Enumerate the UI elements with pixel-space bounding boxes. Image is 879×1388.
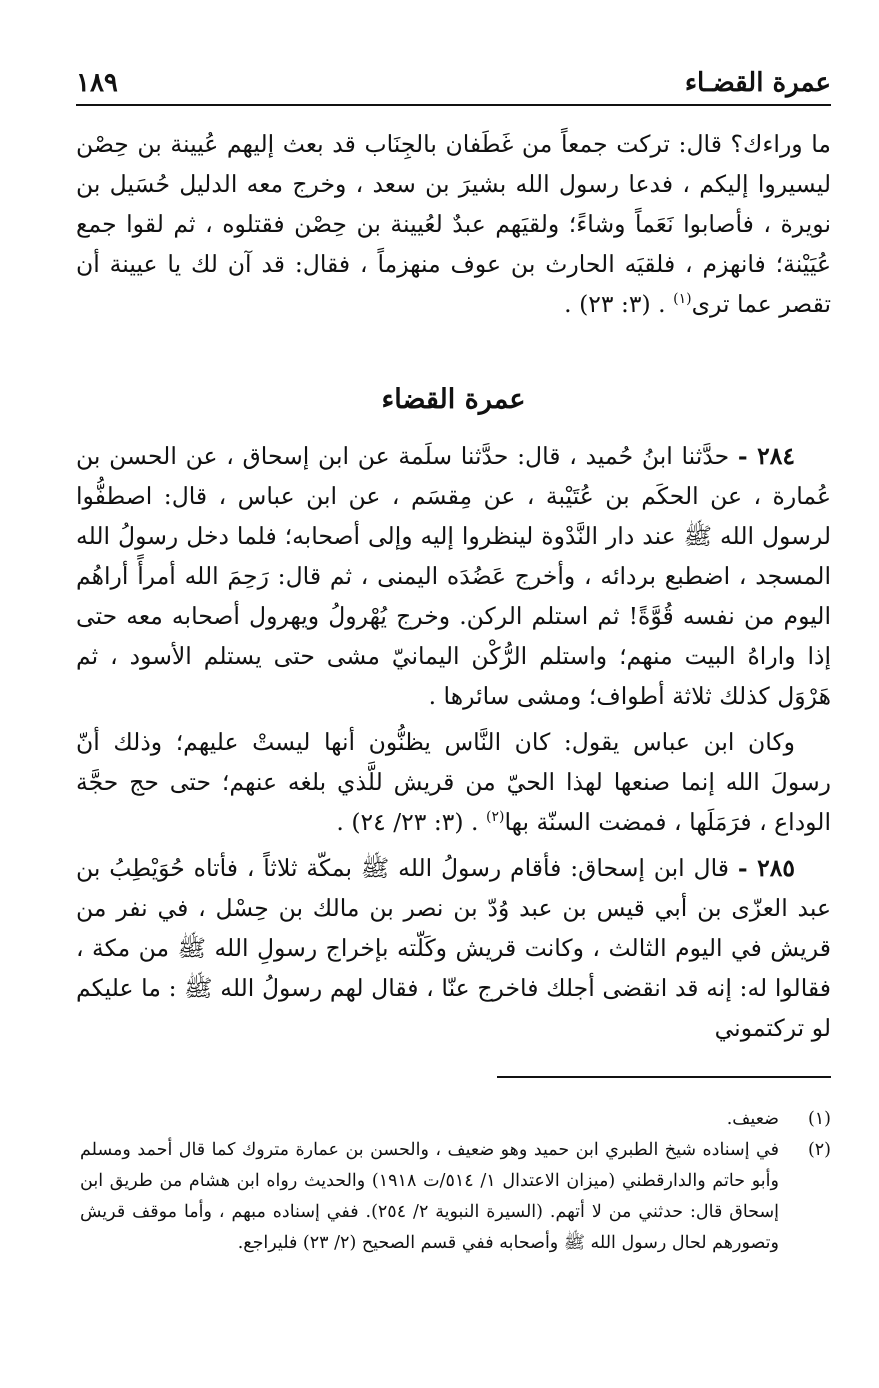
narration-284-citation: . (٣: ٢٣/ ٢٤) . xyxy=(336,808,479,836)
narration-285-text: قال ابن إسحاق: فأقام رسولُ الله ﷺ بمكّة ثلاثاً ، فأتاه حُوَيْطِبُ بن عبد العزّى بن أبي قيس بن عبد وُدّ بن نصر بن مالك بن حِسْل ، في نفر من قريش في اليوم الثالث ، وكانت قريش وكَلّته بإخراج رسولِ الله ﷺ من مكة ، فقالوا له: إنه قد انقضى أجلك فاخرج عنّا ، فقال لهم رسولُ الله ﷺ : ما عليكم لو تركتموني xyxy=(76,854,831,1042)
footnote-text: في إسناده شيخ الطبري ابن حميد وهو ضعيف ، والحسن بن عمارة متروك كما قال أحمد ومسلم وأبو حاتم والدارقطني (ميزان الاعتدال ١/ ٥١٤/ت ١٩١٨) والحديث رواه ابن هشام من طريق ابن إسحاق قال: حدثني من لا أتهم. (السيرة النبوية ٢/ ٢٥٤). ففي إسناده مبهم ، وأما موقف قريش وتصورهم لحال رسول الله ﷺ وأصحابه ففي قسم الصحيح (٢/ ٢٣) فليراجع. xyxy=(80,1140,779,1253)
footnote-ref-1: (١) xyxy=(673,291,692,308)
narration-number-284: ٢٨٤ - xyxy=(737,442,795,470)
page-number: ١٨٩ xyxy=(76,68,118,98)
paragraph-284 xyxy=(76,436,831,716)
paragraph-284-continued xyxy=(76,722,831,842)
footnote-number: (٢) xyxy=(807,1140,831,1160)
footnote-ref-2: (٢) xyxy=(485,809,505,826)
footnote-text: ضعيف. xyxy=(726,1109,779,1129)
footnote-2 xyxy=(80,1135,831,1259)
main-text xyxy=(76,124,831,1048)
running-title: عمرة القضـاء xyxy=(684,68,831,98)
running-header xyxy=(76,58,831,98)
intro-paragraph xyxy=(76,124,831,324)
section-title: عمرة القضاء xyxy=(381,384,526,415)
header-rule xyxy=(76,104,831,106)
intro-text: ما وراءك؟ قال: تركت جمعاً من غَطَفان بالجِنَاب قد بعث إليهم عُيينة بن حِصْن ليسيروا إليكم ، فدعا رسول الله بشيرَ بن سعد ، وخرج معه الدليل حُسَيل بن نويرة ، فأصابوا نَعَماً وشاءً؛ ولقيَهم عبدٌ لعُيينة بن حِصْن فقتلوه ، ثم لقوا جمع عُيَيْنة؛ فانهزم ، فلقيَه الحارث بن عوف منهزماً ، فقال: قد آن لك يا عيينة أن تقصر عما ترى xyxy=(76,130,831,318)
footnote-1 xyxy=(80,1104,831,1135)
narration-284-text-b: وكان ابن عباس يقول: كان النَّاس يظنُّون أنها ليستْ عليهم؛ وذلك أنّ رسولَ الله إنما صنعها لهذا الحيّ من قريش للَّذي بلغه عنهم؛ حتى حج حجَّة الوداع ، فرَمَلَها ، فمضت السنّة بها xyxy=(76,728,831,836)
paragraph-285 xyxy=(76,848,831,1048)
intro-citation: . (٣: ٢٣) . xyxy=(564,290,666,318)
narration-number-285: ٢٨٥ - xyxy=(737,854,795,882)
narration-284-text: حدَّثنا ابنُ حُميد ، قال: حدَّثنا سلَمة عن ابن إسحاق ، عن الحسن بن عُمارة ، عن الحكَم بن عُتَيْبة ، عن مِقسَم ، عن ابن عباس ، قال: اصطفُّوا لرسول الله ﷺ عند دار النَّدْوة لينظروا إليه وإلى أصحابه؛ فلما دخل رسولُ الله المسجد ، اضطبع بردائه ، وأخرج عَضُدَه اليمنى ، ثم قال: رَحِمَ الله أمرأً أراهُم اليوم من نفسه قُوَّةً! ثم استلم الركن. وخرج يُهْرولُ ويهرول أصحابه معه حتى إذا واراهُ البيت منهم؛ واستلم الرُّكْن اليمانيّ مشى حتى يستلم الأسود ، ثم هَرْوَل كذلك ثلاثة أطواف؛ ومشى سائرها . xyxy=(76,442,831,710)
footnotes xyxy=(80,1104,831,1259)
footnote-number: (١) xyxy=(807,1109,831,1129)
footnote-rule xyxy=(497,1076,831,1078)
